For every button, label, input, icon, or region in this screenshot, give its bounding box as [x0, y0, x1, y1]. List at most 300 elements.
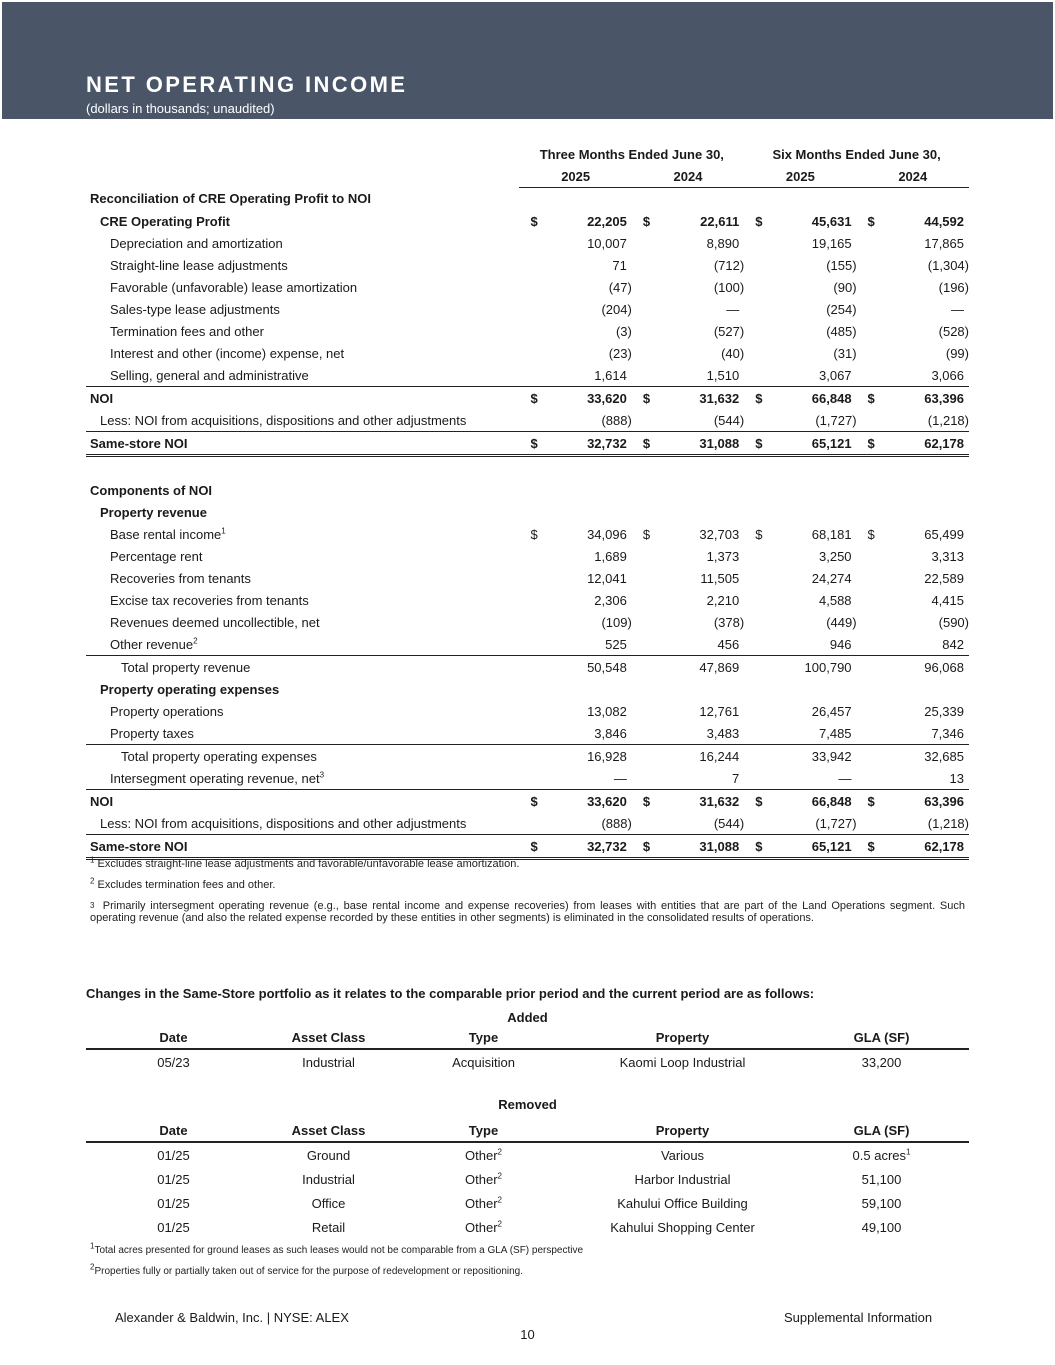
- empty-cell: [744, 678, 765, 700]
- dollar-sign: $: [755, 213, 763, 229]
- dollar-sign: [632, 745, 653, 768]
- dollar-sign: [857, 232, 878, 254]
- value-cell: 47,869: [699, 659, 740, 675]
- dollar-sign: $: [642, 390, 651, 406]
- value-cell: (100): [713, 279, 745, 295]
- empty-cell: [86, 143, 519, 165]
- value-cell: 7,485: [765, 722, 856, 745]
- total-operating-expenses-row: [86, 745, 969, 768]
- dollar-sign: [857, 254, 878, 276]
- footnote-ref: 1: [906, 1147, 911, 1157]
- date-cell: 01/25: [157, 1219, 190, 1235]
- dollar-sign: [519, 298, 540, 320]
- dollar-sign: [632, 767, 653, 790]
- value-cell: (1,304): [927, 257, 969, 273]
- empty-cell: [744, 188, 765, 211]
- value-cell: 68,181: [811, 526, 852, 542]
- empty-cell: [519, 678, 540, 700]
- dollar-sign: [632, 722, 653, 745]
- value-cell: 44,592: [924, 213, 964, 229]
- dollar-sign: [632, 545, 653, 567]
- property-cell: Kahului Shopping Center: [610, 1219, 755, 1235]
- type-cell: [396, 1167, 571, 1191]
- gla-text: 0.5 acres: [852, 1147, 907, 1163]
- year-header: 2025: [744, 165, 856, 188]
- date-cell: 01/25: [157, 1195, 190, 1211]
- dollar-sign: [744, 567, 765, 589]
- row-label-text: Interest and other (income) expense, net: [110, 345, 345, 361]
- dollar-sign: [857, 276, 878, 298]
- dollar-sign: $: [530, 793, 538, 809]
- value-cell: 33,620: [587, 390, 627, 406]
- dollar-sign: [519, 633, 540, 656]
- dollar-sign: [632, 611, 653, 633]
- dollar-sign: [857, 409, 878, 432]
- row-label-text: Property operations: [110, 703, 224, 719]
- dollar-sign: $: [519, 835, 540, 859]
- value-cell: 17,865: [924, 235, 964, 251]
- row-label: [86, 387, 519, 410]
- row-label-text: Revenues deemed uncollectible, net: [110, 614, 320, 630]
- dollar-sign: [632, 298, 653, 320]
- value-cell: 63,396: [924, 793, 964, 809]
- total-property-revenue-row: [86, 656, 969, 679]
- reconciliation-item-row: [86, 320, 969, 342]
- dollar-sign: [632, 656, 653, 679]
- value-cell: 16,244: [699, 748, 740, 764]
- empty-cell: [765, 479, 856, 501]
- footnote-ref: 2: [497, 1195, 502, 1205]
- row-label-text: Other revenue: [110, 636, 194, 652]
- empty-cell: [765, 188, 856, 211]
- value-cell: (204): [601, 301, 632, 317]
- column-header: Asset Class: [261, 1026, 396, 1049]
- row-label-text: Depreciation and amortization: [110, 235, 283, 251]
- dollar-sign: [519, 567, 540, 589]
- dollar-sign: [519, 767, 540, 790]
- footnote-3: 3 Primarily intersegment operating revenue (e.g., base rental income and expense recoveries) from leases with entities that are part of the Land Operations segment. Such operating revenue (and also the related expense recorded by these entities in other segments) is eliminated in the consolidated results of operations.: [90, 900, 965, 924]
- dollar-sign: $: [632, 835, 653, 859]
- row-label-text: Percentage rent: [110, 548, 203, 564]
- empty-cell: [653, 188, 744, 211]
- dollar-sign: [519, 656, 540, 679]
- year-header: 2024: [632, 165, 744, 188]
- empty-cell: [541, 479, 632, 501]
- noi-row: [86, 790, 969, 813]
- column-header: GLA (SF): [794, 1026, 969, 1049]
- value-cell: (1,727): [765, 812, 856, 835]
- dollar-sign: $: [642, 793, 651, 809]
- row-label: [86, 611, 519, 633]
- empty-cell: [878, 501, 969, 523]
- value-cell: 32,732: [541, 432, 632, 456]
- dollar-sign: [857, 656, 878, 679]
- value-cell: 13,082: [587, 703, 627, 719]
- row-label: [86, 545, 519, 567]
- reconciliation-item-row: [86, 254, 969, 276]
- dollar-sign: [519, 342, 540, 364]
- dollar-sign: [744, 589, 765, 611]
- dollar-sign: $: [642, 213, 651, 229]
- empty-cell: [541, 188, 632, 211]
- row-label: [86, 812, 519, 835]
- value-cell: 842: [878, 633, 969, 656]
- value-cell: 63,396: [924, 390, 964, 406]
- empty-cell: [632, 479, 653, 501]
- value-cell: (888): [541, 409, 632, 432]
- value-cell: 65,121: [765, 432, 856, 456]
- dollar-sign: [744, 409, 765, 432]
- row-label-text: Excise tax recoveries from tenants: [110, 592, 309, 608]
- value-cell: 2,210: [706, 592, 740, 608]
- dollar-sign: $: [867, 390, 875, 406]
- dollar-sign: $: [867, 526, 875, 542]
- row-label-text: Less: NOI from acquisitions, dispositions and other adjustments: [100, 815, 467, 831]
- property-cell: Harbor Industrial: [634, 1171, 731, 1187]
- value-cell: (1,727): [765, 409, 856, 432]
- year-header: 2024: [857, 165, 969, 188]
- dollar-sign: [744, 545, 765, 567]
- dollar-sign: [857, 545, 878, 567]
- value-cell: (254): [826, 301, 857, 317]
- dollar-sign: [519, 276, 540, 298]
- value-cell: 12,041: [587, 570, 627, 586]
- row-label: [86, 656, 519, 679]
- value-cell: 946: [765, 633, 856, 656]
- page-title: NET OPERATING INCOME: [86, 72, 408, 97]
- dollar-sign: [744, 633, 765, 656]
- row-label: [86, 409, 519, 432]
- empty-cell: [744, 479, 765, 501]
- same-store-footnote-1: $^1$Total acres presented for ground leases as such leases would not be comparable from a GLA (SF) perspective: [90, 1241, 584, 1256]
- dollar-sign: [632, 320, 653, 342]
- value-cell: 62,178: [878, 432, 969, 456]
- dollar-sign: [519, 364, 540, 387]
- same-store-noi-row: [86, 835, 969, 859]
- dollar-sign: [632, 812, 653, 835]
- value-cell: 16,928: [587, 748, 627, 764]
- same-store-changes-heading: Changes in the Same-Store portfolio as it relates to the comparable prior period and the current period are as follows:: [86, 986, 815, 1001]
- dollar-sign: $: [744, 432, 765, 456]
- dollar-sign: $: [642, 526, 651, 542]
- row-label-text: NOI: [90, 390, 114, 406]
- section-heading: Components of NOI: [90, 482, 213, 498]
- value-cell: (40): [721, 345, 745, 361]
- value-cell: 50,548: [587, 659, 627, 675]
- type-text: Other: [465, 1147, 498, 1163]
- dollar-sign: $: [857, 835, 878, 859]
- table-row: [86, 1142, 969, 1167]
- value-cell: 3,846: [541, 722, 632, 745]
- value-cell: 3,067: [765, 364, 856, 387]
- footnote-ref: 1: [221, 526, 226, 536]
- dollar-sign: [519, 700, 540, 722]
- value-cell: 33,942: [811, 748, 852, 764]
- column-header: Date: [86, 1119, 261, 1142]
- dollar-sign: [632, 254, 653, 276]
- value-cell: 456: [653, 633, 744, 656]
- row-label: [86, 232, 519, 254]
- dollar-sign: [519, 722, 540, 745]
- column-header: Type: [396, 1119, 571, 1142]
- value-cell: 19,165: [811, 235, 852, 251]
- empty-cell: [632, 678, 653, 700]
- dollar-sign: [519, 320, 540, 342]
- value-cell: 12,761: [699, 703, 740, 719]
- dollar-sign: [744, 611, 765, 633]
- dollar-sign: $: [755, 793, 763, 809]
- page-subtitle: (dollars in thousands; unaudited): [86, 101, 275, 116]
- footnote-ref: 2: [497, 1219, 502, 1229]
- dollar-sign: [744, 745, 765, 768]
- column-header: Property: [571, 1119, 794, 1142]
- value-cell: 22,205: [587, 213, 627, 229]
- intersegment-row: [86, 767, 969, 790]
- dollar-sign: $: [632, 432, 653, 456]
- removed-table: [86, 1119, 969, 1239]
- dollar-sign: [519, 232, 540, 254]
- dollar-sign: $: [530, 526, 538, 542]
- value-cell: (99): [945, 345, 969, 361]
- section-heading: Property revenue: [100, 504, 207, 520]
- table-row: [86, 1049, 969, 1074]
- gla-text: 51,100: [861, 1171, 902, 1187]
- dollar-sign: $: [857, 432, 878, 456]
- dollar-sign: [632, 232, 653, 254]
- footer-document: Supplemental Information: [784, 1310, 933, 1325]
- value-cell: (378): [713, 614, 745, 630]
- gla-cell: [794, 1167, 969, 1191]
- empty-cell: [519, 479, 540, 501]
- value-cell: (3): [615, 323, 632, 339]
- header-banner: [2, 2, 1053, 119]
- row-label-text: Straight-line lease adjustments: [110, 257, 288, 273]
- row-label: [86, 254, 519, 276]
- reconciliation-item-row: [86, 232, 969, 254]
- empty-cell: [744, 501, 765, 523]
- value-cell: 65,121: [765, 835, 856, 859]
- value-cell: (31): [833, 345, 857, 361]
- dollar-sign: [632, 589, 653, 611]
- empty-cell: [541, 501, 632, 523]
- row-label: [86, 523, 519, 545]
- reconciliation-heading-row: [86, 188, 969, 211]
- property-cell: Various: [660, 1147, 705, 1163]
- row-label: [86, 276, 519, 298]
- row-label-text: CRE Operating Profit: [100, 213, 231, 229]
- value-cell: 33,620: [587, 793, 627, 809]
- value-cell: (528): [938, 323, 969, 339]
- empty-cell: [519, 501, 540, 523]
- row-label-text: Sales-type lease adjustments: [110, 301, 280, 317]
- noi-table: [86, 143, 969, 860]
- removed-section-title: Removed: [498, 1097, 557, 1112]
- value-cell: (544): [653, 812, 744, 835]
- value-cell: 4,588: [819, 592, 852, 608]
- column-header: Type: [396, 1026, 571, 1049]
- dollar-sign: [857, 298, 878, 320]
- row-label-text: Total property operating expenses: [121, 748, 317, 764]
- row-label: [86, 298, 519, 320]
- value-cell: 24,274: [811, 570, 852, 586]
- value-cell: 3,250: [819, 548, 852, 564]
- value-cell: 2,306: [594, 592, 627, 608]
- dollar-sign: [857, 812, 878, 835]
- value-cell: (712): [713, 257, 745, 273]
- same-store-noi-row: [86, 432, 969, 456]
- empty-cell: [541, 678, 632, 700]
- asset-class-cell: Retail: [311, 1219, 346, 1235]
- three-months-header: Three Months Ended June 30,: [539, 146, 724, 162]
- row-label: [86, 432, 519, 456]
- value-cell: (47): [608, 279, 632, 295]
- footnote-ref: 2: [497, 1171, 502, 1181]
- value-cell: (527): [713, 323, 745, 339]
- row-label: [86, 767, 519, 790]
- value-cell: —: [765, 767, 856, 790]
- added-table-body: [86, 1026, 969, 1074]
- dollar-sign: [519, 254, 540, 276]
- value-cell: 100,790: [804, 659, 852, 675]
- empty-cell: [857, 501, 878, 523]
- value-cell: 66,848: [811, 390, 852, 406]
- value-cell: 34,096: [587, 526, 627, 542]
- revenue-item-row: [86, 589, 969, 611]
- gla-cell: [794, 1142, 969, 1167]
- row-label-text: Property taxes: [110, 725, 194, 741]
- dollar-sign: $: [755, 526, 763, 542]
- value-cell: (888): [541, 812, 632, 835]
- gla-cell: [794, 1049, 969, 1074]
- date-cell: 01/25: [157, 1147, 190, 1163]
- value-cell: 62,178: [878, 835, 969, 859]
- period-header-row: [86, 143, 969, 165]
- dollar-sign: $: [744, 835, 765, 859]
- empty-cell: [765, 678, 856, 700]
- row-label: [86, 790, 519, 813]
- empty-cell: [878, 188, 969, 211]
- value-cell: (155): [826, 257, 857, 273]
- value-cell: (590): [938, 614, 969, 630]
- value-cell: (196): [938, 279, 969, 295]
- value-cell: 525: [541, 633, 632, 656]
- dollar-sign: [857, 700, 878, 722]
- asset-class-cell: Industrial: [302, 1054, 355, 1070]
- row-label: [86, 210, 519, 232]
- gla-text: 49,100: [861, 1219, 902, 1235]
- dollar-sign: [857, 633, 878, 656]
- cre-operating-profit-row: [86, 210, 969, 232]
- dollar-sign: [519, 812, 540, 835]
- section-heading: Reconciliation of CRE Operating Profit to NOI: [90, 191, 371, 207]
- dollar-sign: [744, 700, 765, 722]
- row-label: [86, 364, 519, 387]
- empty-cell: [857, 678, 878, 700]
- type-cell: [396, 1215, 571, 1239]
- value-cell: 25,339: [924, 703, 964, 719]
- value-cell: 32,703: [699, 526, 740, 542]
- type-cell: [396, 1049, 571, 1074]
- dollar-sign: $: [530, 213, 538, 229]
- empty-cell: [857, 479, 878, 501]
- asset-class-cell: Ground: [306, 1147, 351, 1163]
- dollar-sign: [519, 409, 540, 432]
- row-label: [86, 835, 519, 859]
- reconciliation-item-row: [86, 298, 969, 320]
- dollar-sign: $: [519, 432, 540, 456]
- empty-cell: [878, 678, 969, 700]
- type-text: Other: [465, 1219, 498, 1235]
- revenue-item-row: [86, 611, 969, 633]
- dollar-sign: [632, 342, 653, 364]
- value-cell: (90): [833, 279, 857, 295]
- type-text: Other: [465, 1195, 498, 1211]
- value-cell: 10,007: [587, 235, 627, 251]
- spacer-row: [86, 456, 969, 480]
- empty-cell: [519, 188, 540, 211]
- gla-cell: [794, 1215, 969, 1239]
- column-header: Date: [86, 1026, 261, 1049]
- value-cell: 1,373: [706, 548, 740, 564]
- footnote-2: $^2$ Excludes termination fees and other.: [90, 876, 276, 891]
- gla-cell: [794, 1191, 969, 1215]
- empty-cell: [632, 501, 653, 523]
- row-label: [86, 722, 519, 745]
- dollar-sign: [744, 364, 765, 387]
- property-cell: Kahului Office Building: [617, 1195, 748, 1211]
- property-cell: Kaomi Loop Industrial: [619, 1054, 746, 1070]
- row-label-text: Selling, general and administrative: [110, 367, 309, 383]
- value-cell: —: [726, 301, 740, 317]
- column-header: Asset Class: [261, 1119, 396, 1142]
- added-section-title: Added: [507, 1010, 548, 1025]
- dollar-sign: [519, 745, 540, 768]
- footnote-ref: 2: [497, 1147, 502, 1157]
- dollar-sign: [632, 364, 653, 387]
- dollar-sign: [632, 276, 653, 298]
- dollar-sign: [632, 700, 653, 722]
- value-cell: 7: [653, 767, 744, 790]
- asset-class-cell: Industrial: [302, 1171, 355, 1187]
- noi-row: [86, 387, 969, 410]
- dollar-sign: [519, 611, 540, 633]
- section-heading: Property operating expenses: [100, 681, 280, 697]
- dollar-sign: [857, 567, 878, 589]
- value-cell: 31,088: [653, 432, 744, 456]
- components-heading-row: [86, 479, 969, 501]
- value-cell: (23): [608, 345, 632, 361]
- dollar-sign: [857, 364, 878, 387]
- value-cell: 22,589: [924, 570, 964, 586]
- empty-cell: [653, 479, 744, 501]
- dollar-sign: [632, 633, 653, 656]
- empty-cell: [765, 501, 856, 523]
- property-revenue-heading-row: [86, 501, 969, 523]
- value-cell: 45,631: [811, 213, 852, 229]
- dollar-sign: [519, 545, 540, 567]
- dollar-sign: [857, 342, 878, 364]
- empty-cell: [632, 188, 653, 211]
- less-adjustments-row: [86, 409, 969, 432]
- dollar-sign: [744, 342, 765, 364]
- value-cell: 4,415: [931, 592, 964, 608]
- reconciliation-item-row: [86, 276, 969, 298]
- table-row: [86, 1215, 969, 1239]
- value-cell: —: [951, 301, 964, 317]
- value-cell: 3,066: [878, 364, 969, 387]
- asset-class-cell: Office: [311, 1195, 346, 1211]
- row-label: [86, 700, 519, 722]
